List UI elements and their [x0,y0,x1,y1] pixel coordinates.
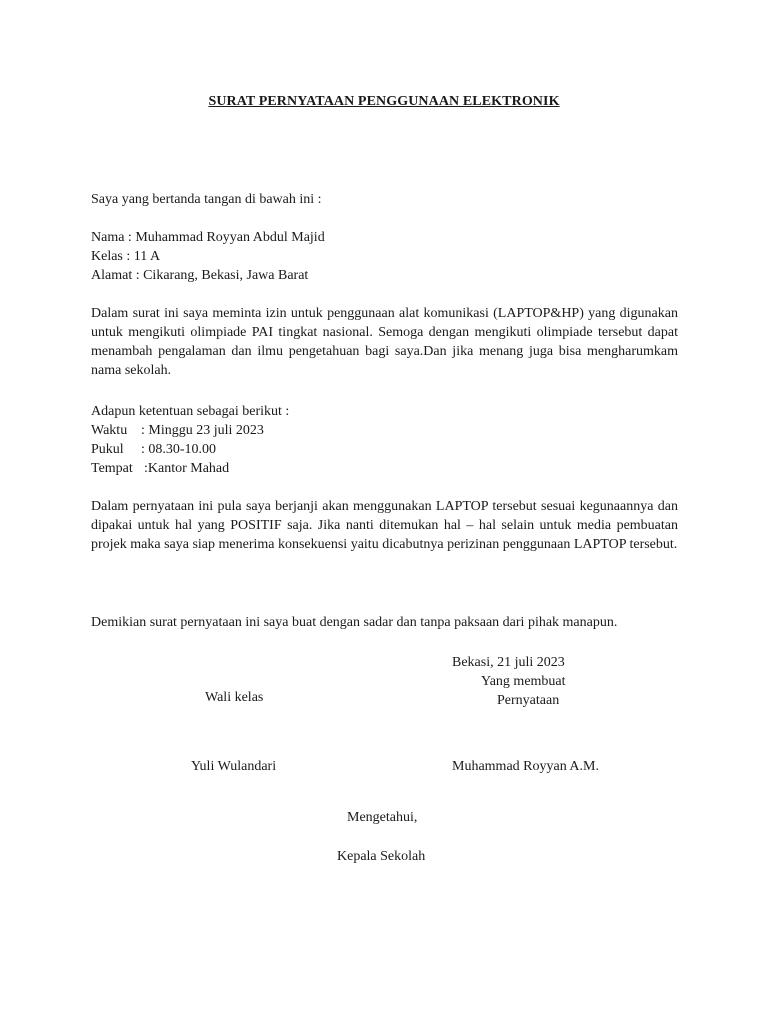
teacher-name: Yuli Wulandari [191,759,277,774]
promise-paragraph: Dalam pernyataan ini pula saya berjanji akan menggunakan LAPTOP tersebut sesuai kegunaannya dan dipakai untuk hal yang POSITIF saja. Jika nanti ditemukan hal – hal selain untuk media pembuatan projek maka saya siap menerima konsekuensi yaitu dicabutnya perizinan penggunaan LAPTOP tersebut. [91,499,678,552]
place-date: Bekasi, 21 juli 2023 [452,655,565,670]
principal-role: Kepala Sekolah [337,849,426,864]
terms-place-value: :Kantor Mahad [144,461,230,476]
terms-hour-row [91,440,216,459]
acknowledge-label: Mengetahui, [347,810,418,825]
terms-time-value: : Minggu 23 juli 2023 [141,423,264,438]
terms-hour-value: : 08.30-10.00 [141,442,217,457]
teacher-role: Wali kelas [205,690,264,705]
terms-place-key: Tempat [91,461,133,476]
terms-hour-key: Pukul [91,442,124,457]
terms-time-key: Waktu [91,423,128,438]
terms-heading: Adapun ketentuan sebagai berikut : [91,404,290,419]
identity-name: Nama : Muhammad Royyan Abdul Majid [91,230,325,245]
maker-name: Muhammad Royyan A.M. [452,759,599,774]
closing-statement: Demikian surat pernyataan ini saya buat dengan sadar dan tanpa paksaan dari pihak manapun. [91,615,618,630]
identity-address: Alamat : Cikarang, Bekasi, Jawa Barat [91,268,309,283]
terms-place-row [91,459,229,478]
maker-title-line2: Pernyataan [497,693,560,708]
identity-class: Kelas : 11 A [91,249,161,264]
terms-time-row [91,421,264,440]
document-title: SURAT PERNYATAAN PENGGUNAAN ELEKTRONIK [208,94,560,109]
request-paragraph: Dalam surat ini saya meminta izin untuk penggunaan alat komunikasi (LAPTOP&HP) yang digunakan untuk mengikuti olimpiade PAI tingkat nasional. Semoga dengan mengikuti olimpiade tersebut dapat menambah pengalaman dan ilmu pengetahuan bagi saya.Dan jika menang juga bisa mengharumkam nama sekolah. [91,306,678,378]
intro-text: Saya yang bertanda tangan di bawah ini : [91,192,322,207]
maker-title-line1: Yang membuat [481,674,566,689]
